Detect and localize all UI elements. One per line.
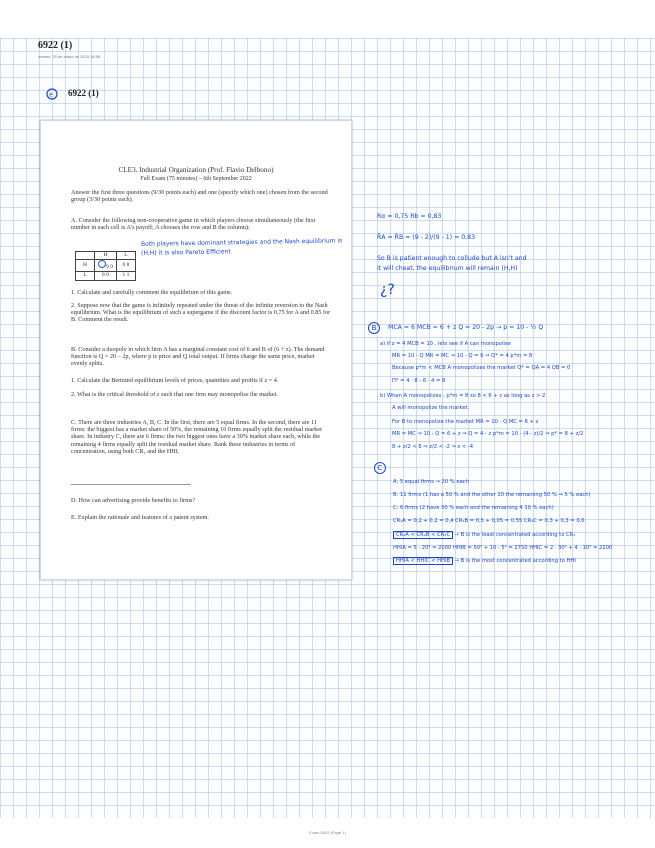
note-label-c: C xyxy=(374,462,386,474)
note-b-a2: MR = 10 - Q MR = MC ⇒ 10 - Q = 6 ⇒ Q* = 4 p*m = 8 xyxy=(392,353,533,359)
cell-lh: 8 0 xyxy=(95,272,117,280)
question-b-text: B. Consider a duopoly in which firm A has a marginal constant cost of 6 and B of (6 + z). The demand function is Q = 20 – 2p, where p is price and Q total output. If firms charge the same price, market evenly splits. xyxy=(71,346,325,368)
cell-hl: 0 8 xyxy=(116,260,135,272)
note-c4: CR₂A = 0,2 + 0,2 = 0,4 CR₂B = 0,5 + 0,05 = 0,55 CR₂C = 0,3 + 0,3 = 0,6 xyxy=(393,518,585,524)
question-b2: 2. What is the critical threshold of z such that one firm may monopolise the market. xyxy=(71,391,278,398)
col-h: H xyxy=(95,252,117,260)
note-b-a: a) if z = 4 MCB = 10 , lets see if A can monopolise xyxy=(380,341,511,347)
question-c-text: C. There are three industries A, B, C. In the first, there are 5 equal firms. In the second, there are 11 firms: the biggest has a market share of 50%, the remaining 10 firms equally split the residual market share. In industry C, there are 6 firms: the two biggest ones have a 30% market share each, while the remaining 4 firms equally split the residual market share. Rank these industries in terms of concentration, using both CR₂ and the HHI. xyxy=(71,419,322,455)
note-b-b: b) When A monopolizes : p*m = 8 so 8 < 6 + z as long as z > 2 xyxy=(380,393,546,399)
note-discount-factors: Rα = 0,75 Rb = 0,83 xyxy=(377,213,442,220)
note-c7-box: HHIA < HHIC < HHIB xyxy=(393,557,453,565)
note-b-b3: For B to monopolize the market MR = 10 - Q MC = 6 + z xyxy=(392,419,539,425)
note-c3: C: 6 firms (2 have 30 % each and the remaining 4 10 % each) xyxy=(393,505,554,511)
note-question-marks: ¿? xyxy=(380,282,395,298)
note-label-b: B xyxy=(368,322,380,334)
circled-payoff xyxy=(98,260,106,268)
onenote-page-icon xyxy=(46,88,58,100)
question-a1: 1. Calculate and carefully comment the equilibrium of this game. xyxy=(71,289,233,296)
page-footer: Exam 6922 (Page 1) xyxy=(309,830,346,835)
page-timestamp: martes, 20 de mayo de 2025 18:58 xyxy=(38,54,101,59)
note-b-a3: Because p*m < MCB A monopolizes the market Q* = QA = 4 QB = 0 xyxy=(392,365,571,371)
note-c5-text: → B is the least concentrated according to CR₂ xyxy=(454,532,576,538)
note-c1: A: 5 equal firms → 20 % each xyxy=(393,479,469,485)
question-a2: 2. Suppose now that the game is infinitely repeated under the threat of the infinite reversion to the Nash equilibrium. What is the equilibrium of such a supergame if the discount factor is 0.75 for A and 0.85 for B. Comment the result. xyxy=(71,302,331,324)
note-b-a4: Π* = 4 · 8 - 6 · 4 = 8 xyxy=(392,378,446,384)
note-c5-row xyxy=(393,531,575,539)
note-c5-box: CR₂A < CR₂B < CR₂C xyxy=(393,531,453,539)
row-l: L xyxy=(76,272,95,280)
exam-subtitle: Full Exam (75 minutes) – 6th September 2022 xyxy=(140,176,252,182)
question-e-text: E. Explain the rationale and features of a patent system. xyxy=(71,514,209,521)
col-l: L xyxy=(116,252,135,260)
note-b-header: MCA = 6 MCB = 6 + z Q = 20 - 2p → p = 10 - ½ Q xyxy=(388,324,544,331)
note-c7-text: → B is the most concentrated according to HHI xyxy=(454,558,576,564)
note-c7-row xyxy=(393,557,576,565)
svg-text:e: e xyxy=(49,91,53,99)
cell-ll: 1 1 xyxy=(116,272,135,280)
note-b-b2: A will monopolize the market. xyxy=(392,405,470,411)
note-c6: HHIA = 5 · 20² = 2000 HHIB = 50² + 10 · 5² = 2750 HHIC = 2 · 30² + 4 · 10² = 2200 xyxy=(393,545,613,551)
question-d-text: D. How can advertising provide benefits to firms? xyxy=(71,497,196,504)
note-c2: B: 11 firms (1 has a 50 % and the other 10 the remaining 50 % → 5 % each) xyxy=(393,492,591,498)
handwritten-note-a: Both players have dominant strategies and the Nash equilibrium is (H,H) it is also Pareto Efficient xyxy=(140,237,343,257)
payoff-table xyxy=(75,251,136,281)
note-b-b5: 8 + z/2 < 6 ⇒ z/2 < -2 ⇒ z < -4 xyxy=(392,444,474,450)
exam-intro: Answer the first three questions (9/30 points each) and one (specify which one) chosen from the second group (3/30 points each). xyxy=(71,189,328,204)
question-b1: 1. Calculate the Bertrand equilibrium levels of prices, quantities and profits if z = 4. xyxy=(71,377,279,384)
note-collusion-1: So B is patient enough to collude but A isn't and xyxy=(377,255,527,262)
note-critical-discount: R̄A = R̄B = (9 - 2)/(9 - 1) = 0,83 xyxy=(377,234,476,241)
page-title: 6922 (1) xyxy=(38,40,73,51)
section-title[interactable]: 6922 (1) xyxy=(68,88,99,98)
note-collusion-2: it will cheat, the equilibrium will remain (H,H) xyxy=(377,265,518,272)
exam-title: CLE3. Industrial Organization (Prof. Flavio Delbono) xyxy=(118,166,274,174)
exam-pdf-page xyxy=(40,120,352,580)
divider-line xyxy=(71,484,191,485)
note-b-b4: MR = MC ⇒ 10 - Q = 6 + z ⇒ Q = 4 - z p*m = 10 - (4 - z)/2 ⇒ p* = 8 + z/2 xyxy=(392,431,584,437)
question-a-text: A. Consider the following non-cooperative game in which players choose simultaneously (the first number in each cell is A's payoff; A chooses the row and B the column): xyxy=(71,217,316,232)
cell-hh: 9 9 xyxy=(95,260,117,272)
row-h: H xyxy=(76,260,95,272)
